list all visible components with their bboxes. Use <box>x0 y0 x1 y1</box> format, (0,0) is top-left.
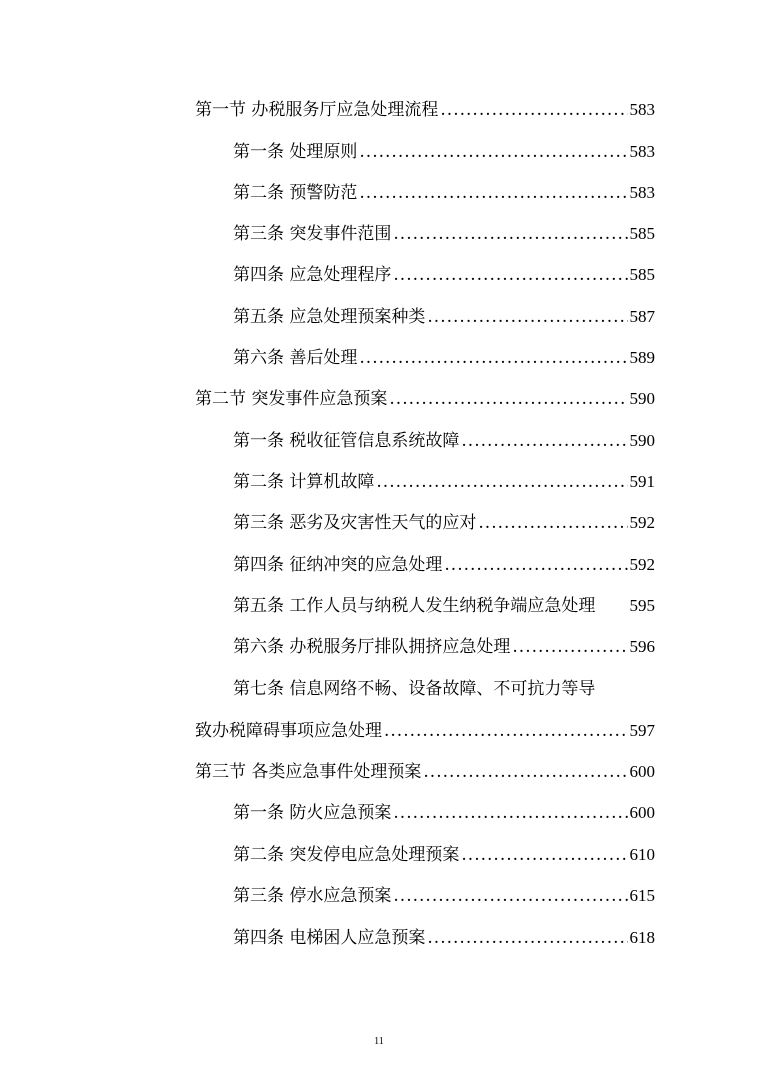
toc-entry-label: 第五条 工作人员与纳税人发生纳税争端应急处理 <box>233 596 596 616</box>
toc-entry[interactable] <box>233 471 655 493</box>
toc-entry-page: 595 <box>629 596 655 615</box>
dot-leader <box>359 182 627 204</box>
dot-leader <box>427 927 627 949</box>
toc-entry-label: 第四条 电梯困人应急预案 <box>233 928 426 948</box>
toc-entry[interactable] <box>233 264 655 286</box>
toc-entry[interactable] <box>233 430 655 452</box>
page-number: 11 <box>374 1036 384 1047</box>
toc-entry-page: 618 <box>629 928 655 947</box>
toc-entry[interactable] <box>195 388 655 410</box>
dot-leader <box>359 141 627 163</box>
toc-entry-label: 第二条 突发停电应急处理预案 <box>233 845 460 865</box>
toc-entry-page: 615 <box>629 886 655 905</box>
toc-entry-page: 600 <box>629 762 655 781</box>
dot-leader <box>393 223 627 245</box>
toc-entry[interactable] <box>233 554 655 576</box>
toc-entry[interactable] <box>195 99 655 121</box>
toc-entry[interactable] <box>233 347 655 369</box>
toc-entry-label: 第三条 突发事件范围 <box>233 224 392 244</box>
toc-entry-label: 第五条 应急处理预案种类 <box>233 307 426 327</box>
toc-entry-label: 第一条 防火应急预案 <box>233 803 392 823</box>
toc-entry[interactable] <box>233 223 655 245</box>
toc-entry-label: 第七条 信息网络不畅、设备故障、不可抗力等导 <box>233 679 596 699</box>
toc-entry-label: 第四条 征纳冲突的应急处理 <box>233 555 443 575</box>
toc-entry-label: 第三条 恶劣及灾害性天气的应对 <box>233 513 477 533</box>
toc-entry-label: 第三节 各类应急事件处理预案 <box>195 762 422 782</box>
toc-entry-page: 596 <box>629 637 655 656</box>
toc-entry[interactable] <box>233 844 655 866</box>
toc-entry[interactable] <box>195 761 655 783</box>
dot-leader <box>444 554 627 576</box>
toc-entry-label: 第四条 应急处理程序 <box>233 265 392 285</box>
toc-entry-page: 585 <box>629 224 655 243</box>
dot-leader <box>423 761 627 783</box>
dot-leader <box>393 885 627 907</box>
dot-leader <box>427 306 627 328</box>
toc-entry-page: 583 <box>629 183 655 202</box>
dot-leader <box>393 802 627 824</box>
dot-leader <box>359 347 627 369</box>
toc-entry-label: 第二条 预警防范 <box>233 183 358 203</box>
toc-entry-label: 第六条 办税服务厅排队拥挤应急处理 <box>233 637 511 657</box>
toc-entry-page: 585 <box>629 265 655 284</box>
toc-entry-page: 583 <box>629 142 655 161</box>
toc-entry-label: 第二条 计算机故障 <box>233 472 375 492</box>
dot-leader <box>376 471 627 493</box>
toc-entry-page: 590 <box>629 431 655 450</box>
dot-leader <box>478 512 627 534</box>
toc-entry-page: 589 <box>629 348 655 367</box>
toc-entry[interactable] <box>233 306 655 328</box>
dot-leader <box>384 720 628 742</box>
toc-entry-label: 第三条 停水应急预案 <box>233 886 392 906</box>
toc-entry-page: 590 <box>629 389 655 408</box>
toc-entry-label: 第一条 处理原则 <box>233 142 358 162</box>
toc-entry-page: 597 <box>629 721 655 740</box>
toc-entry-page: 592 <box>629 513 655 532</box>
toc-entry-label: 第一节 办税服务厅应急处理流程 <box>195 100 439 120</box>
toc-entry[interactable] <box>195 720 655 742</box>
toc-entry-label: 第二节 突发事件应急预案 <box>195 389 388 409</box>
toc-entry[interactable] <box>233 141 655 163</box>
dot-leader <box>393 264 627 286</box>
toc-entry[interactable] <box>233 636 655 658</box>
toc-entry[interactable] <box>233 927 655 949</box>
toc-entry[interactable] <box>233 885 655 907</box>
toc-entry[interactable] <box>233 595 655 617</box>
toc-entry-page: 592 <box>629 555 655 574</box>
toc-entry-page: 591 <box>629 472 655 491</box>
dot-leader <box>512 636 627 658</box>
toc-entry-label: 第六条 善后处理 <box>233 348 358 368</box>
toc-entry[interactable] <box>233 802 655 824</box>
toc-entry-page: 600 <box>629 803 655 822</box>
toc-entry-label: 致办税障碍事项应急处理 <box>195 721 382 741</box>
dot-leader <box>440 99 627 121</box>
toc-entry[interactable] <box>233 512 655 534</box>
dot-leader <box>461 844 627 866</box>
toc-entry-page: 583 <box>629 100 655 119</box>
dot-leader <box>389 388 627 410</box>
dot-leader <box>461 430 627 452</box>
toc-entry[interactable] <box>233 678 655 700</box>
toc-entry[interactable] <box>233 182 655 204</box>
toc-entry-page: 587 <box>629 307 655 326</box>
toc-entry-page: 610 <box>629 845 655 864</box>
toc-entry-label: 第一条 税收征管信息系统故障 <box>233 431 460 451</box>
